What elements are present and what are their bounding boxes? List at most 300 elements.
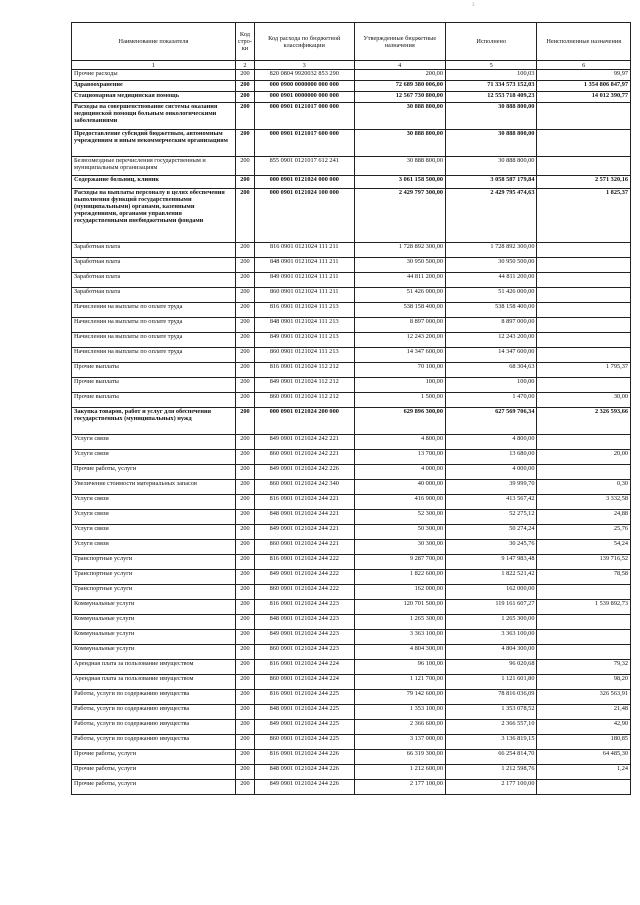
table-row — [72, 765, 631, 780]
table-row — [72, 450, 631, 465]
row-budget-code-cell: 860 0901 0121024 244 223 — [254, 645, 354, 660]
row-budget-code-cell: 849 0901 0121024 244 225 — [254, 720, 354, 735]
table-row — [72, 570, 631, 585]
row-budget-code-cell: 816 0901 0121024 112 212 — [254, 363, 354, 378]
table-row — [72, 630, 631, 645]
row-unexecuted-cell: 1,24 — [537, 765, 631, 780]
table-row — [72, 378, 631, 393]
row-budget-code-cell: 860 0901 0121024 244 225 — [254, 735, 354, 750]
row-name-cell: Работы, услуги по содержанию имущества — [72, 690, 236, 705]
row-unexecuted-cell — [537, 258, 631, 273]
row-budget-code-cell: 000 0901 0121017 000 000 — [254, 103, 354, 130]
row-name-cell: Транспортные услуги — [72, 555, 236, 570]
table-row — [72, 660, 631, 675]
row-unexecuted-cell — [537, 465, 631, 480]
row-line-code-cell: 200 — [235, 525, 254, 540]
column-number: 5 — [445, 61, 536, 70]
row-approved-cell: 30 888 800,00 — [354, 130, 445, 157]
row-line-code-cell: 200 — [235, 363, 254, 378]
row-unexecuted-cell — [537, 157, 631, 176]
row-line-code-cell: 200 — [235, 81, 254, 92]
row-unexecuted-cell — [537, 435, 631, 450]
row-unexecuted-cell: 54,24 — [537, 540, 631, 555]
table-row — [72, 363, 631, 378]
row-name-cell: Арендная плата за пользование имуществом — [72, 675, 236, 690]
row-line-code-cell: 200 — [235, 675, 254, 690]
row-executed-cell: 1 265 300,00 — [445, 615, 536, 630]
row-executed-cell: 100,03 — [445, 70, 536, 81]
row-budget-code-cell: 000 0901 0121024 000 000 — [254, 176, 354, 189]
row-unexecuted-cell: 1 795,37 — [537, 363, 631, 378]
row-line-code-cell: 200 — [235, 393, 254, 408]
row-line-code-cell: 200 — [235, 555, 254, 570]
table-row — [72, 348, 631, 363]
row-budget-code-cell: 848 0901 0121024 244 225 — [254, 705, 354, 720]
table-row — [72, 130, 631, 157]
row-executed-cell: 1 470,00 — [445, 393, 536, 408]
row-executed-cell: 413 567,42 — [445, 495, 536, 510]
row-unexecuted-cell: 180,85 — [537, 735, 631, 750]
row-approved-cell: 3 363 100,00 — [354, 630, 445, 645]
row-unexecuted-cell — [537, 303, 631, 318]
row-approved-cell: 79 142 600,00 — [354, 690, 445, 705]
table-row — [72, 103, 631, 130]
row-budget-code-cell: 816 0901 0121024 244 226 — [254, 750, 354, 765]
row-approved-cell: 4 000,00 — [354, 465, 445, 480]
row-unexecuted-cell: 20,00 — [537, 450, 631, 465]
budget-execution-table — [71, 22, 631, 795]
row-budget-code-cell: 849 0901 0121024 111 213 — [254, 333, 354, 348]
row-executed-cell: 2 366 557,10 — [445, 720, 536, 735]
row-approved-cell: 96 100,00 — [354, 660, 445, 675]
row-budget-code-cell: 820 0804 9920032 853 290 — [254, 70, 354, 81]
row-line-code-cell: 200 — [235, 480, 254, 495]
header-approved: Утвержденные бюджетные назначения — [354, 23, 445, 61]
table-row — [72, 70, 631, 81]
row-name-cell: Транспортные услуги — [72, 585, 236, 600]
table-row — [72, 780, 631, 795]
row-name-cell: Расходы на выплаты персоналу в целях обеспечения выполнения функций государственными (муниципальными) органами, казенными учреждениями, органами управления государственными внебюджетными фондами — [72, 189, 236, 243]
column-number: 3 — [254, 61, 354, 70]
row-name-cell: Транспортные услуги — [72, 570, 236, 585]
table-row — [72, 435, 631, 450]
row-budget-code-cell: 816 0901 0121024 111 213 — [254, 303, 354, 318]
table-row — [72, 615, 631, 630]
row-approved-cell: 30 888 800,00 — [354, 103, 445, 130]
table-row — [72, 555, 631, 570]
row-executed-cell: 3 058 587 179,84 — [445, 176, 536, 189]
row-unexecuted-cell: 24,88 — [537, 510, 631, 525]
row-name-cell: Прочие работы, услуги — [72, 780, 236, 795]
row-unexecuted-cell: 30,00 — [537, 393, 631, 408]
row-name-cell: Работы, услуги по содержанию имущества — [72, 735, 236, 750]
row-executed-cell: 50 274,24 — [445, 525, 536, 540]
row-executed-cell: 66 254 814,70 — [445, 750, 536, 765]
row-name-cell: Коммунальные услуги — [72, 630, 236, 645]
row-approved-cell: 416 900,00 — [354, 495, 445, 510]
table-row — [72, 258, 631, 273]
row-approved-cell: 14 347 600,00 — [354, 348, 445, 363]
row-approved-cell: 1 121 700,00 — [354, 675, 445, 690]
row-line-code-cell: 200 — [235, 408, 254, 435]
row-executed-cell: 68 304,63 — [445, 363, 536, 378]
row-unexecuted-cell: 25,76 — [537, 525, 631, 540]
row-line-code-cell: 200 — [235, 288, 254, 303]
row-unexecuted-cell — [537, 348, 631, 363]
table-body — [72, 70, 631, 795]
table-row — [72, 243, 631, 258]
row-executed-cell: 14 347 600,00 — [445, 348, 536, 363]
row-executed-cell: 78 816 036,09 — [445, 690, 536, 705]
row-line-code-cell: 200 — [235, 780, 254, 795]
row-line-code-cell: 200 — [235, 540, 254, 555]
table-row — [72, 480, 631, 495]
row-unexecuted-cell — [537, 288, 631, 303]
row-executed-cell: 52 275,12 — [445, 510, 536, 525]
row-budget-code-cell: 848 0901 0121024 111 213 — [254, 318, 354, 333]
row-line-code-cell: 200 — [235, 318, 254, 333]
table-row — [72, 189, 631, 243]
table-row — [72, 408, 631, 435]
row-budget-code-cell: 855 0901 0121017 612 241 — [254, 157, 354, 176]
row-line-code-cell: 200 — [235, 273, 254, 288]
row-executed-cell: 4 000,00 — [445, 465, 536, 480]
header-unexecuted: Неисполненные назначения — [537, 23, 631, 61]
table-row — [72, 675, 631, 690]
row-executed-cell: 30 888 800,00 — [445, 130, 536, 157]
row-executed-cell: 30 950 500,00 — [445, 258, 536, 273]
row-line-code-cell: 200 — [235, 348, 254, 363]
row-approved-cell: 538 158 400,00 — [354, 303, 445, 318]
row-approved-cell: 1 500,00 — [354, 393, 445, 408]
row-line-code-cell: 200 — [235, 765, 254, 780]
row-budget-code-cell: 860 0901 0121024 242 340 — [254, 480, 354, 495]
row-name-cell: Услуги связи — [72, 435, 236, 450]
row-unexecuted-cell: 99,97 — [537, 70, 631, 81]
row-approved-cell: 70 100,00 — [354, 363, 445, 378]
row-approved-cell: 30 950 500,00 — [354, 258, 445, 273]
header-executed: Исполнено — [445, 23, 536, 61]
row-name-cell: Заработная плата — [72, 258, 236, 273]
table-row — [72, 690, 631, 705]
row-executed-cell: 100,00 — [445, 378, 536, 393]
table-row — [72, 81, 631, 92]
row-line-code-cell: 200 — [235, 630, 254, 645]
column-number: 6 — [537, 61, 631, 70]
row-approved-cell: 100,00 — [354, 378, 445, 393]
table-row — [72, 303, 631, 318]
row-unexecuted-cell: 326 563,91 — [537, 690, 631, 705]
row-budget-code-cell: 848 0901 0121024 244 223 — [254, 615, 354, 630]
row-executed-cell: 71 334 573 152,03 — [445, 81, 536, 92]
row-approved-cell: 2 429 797 300,00 — [354, 189, 445, 243]
row-executed-cell: 4 800,00 — [445, 435, 536, 450]
row-approved-cell: 1 265 300,00 — [354, 615, 445, 630]
row-unexecuted-cell: 139 716,52 — [537, 555, 631, 570]
row-approved-cell: 3 061 158 500,00 — [354, 176, 445, 189]
row-executed-cell: 2 429 795 474,63 — [445, 189, 536, 243]
row-executed-cell: 30 888 800,00 — [445, 103, 536, 130]
row-budget-code-cell: 860 0901 0121024 242 221 — [254, 450, 354, 465]
row-line-code-cell: 200 — [235, 378, 254, 393]
row-unexecuted-cell: 98,20 — [537, 675, 631, 690]
row-unexecuted-cell: 21,48 — [537, 705, 631, 720]
row-budget-code-cell: 816 0901 0121024 244 223 — [254, 600, 354, 615]
table-row — [72, 735, 631, 750]
row-executed-cell: 3 363 100,00 — [445, 630, 536, 645]
table-row — [72, 333, 631, 348]
row-line-code-cell: 200 — [235, 615, 254, 630]
row-line-code-cell: 200 — [235, 92, 254, 103]
row-unexecuted-cell — [537, 615, 631, 630]
row-approved-cell: 13 700,00 — [354, 450, 445, 465]
row-approved-cell: 44 811 200,00 — [354, 273, 445, 288]
row-line-code-cell: 200 — [235, 570, 254, 585]
row-approved-cell: 629 896 300,00 — [354, 408, 445, 435]
row-line-code-cell: 200 — [235, 333, 254, 348]
row-executed-cell: 9 147 983,48 — [445, 555, 536, 570]
row-name-cell: Коммунальные услуги — [72, 600, 236, 615]
table-row — [72, 157, 631, 176]
row-budget-code-cell: 848 0901 0121024 111 211 — [254, 258, 354, 273]
row-budget-code-cell: 816 0901 0121024 244 225 — [254, 690, 354, 705]
row-line-code-cell: 200 — [235, 735, 254, 750]
row-budget-code-cell: 848 0901 0121024 244 226 — [254, 765, 354, 780]
row-approved-cell: 200,00 — [354, 70, 445, 81]
row-budget-code-cell: 000 0900 0000000 000 000 — [254, 81, 354, 92]
row-name-cell: Заработная плата — [72, 273, 236, 288]
row-approved-cell: 4 804 300,00 — [354, 645, 445, 660]
row-name-cell: Услуги связи — [72, 525, 236, 540]
row-approved-cell: 2 366 600,00 — [354, 720, 445, 735]
row-approved-cell: 9 287 700,00 — [354, 555, 445, 570]
row-name-cell: Начисления на выплаты по оплате труда — [72, 303, 236, 318]
row-budget-code-cell: 849 0901 0121024 242 226 — [254, 465, 354, 480]
table-row — [72, 750, 631, 765]
table-row — [72, 720, 631, 735]
row-unexecuted-cell — [537, 130, 631, 157]
row-executed-cell: 96 020,68 — [445, 660, 536, 675]
column-number: 4 — [354, 61, 445, 70]
row-line-code-cell: 200 — [235, 130, 254, 157]
row-name-cell: Коммунальные услуги — [72, 615, 236, 630]
row-name-cell: Начисления на выплаты по оплате труда — [72, 333, 236, 348]
header-line-code: Код стро-ки — [235, 23, 254, 61]
row-name-cell: Прочие работы, услуги — [72, 465, 236, 480]
row-unexecuted-cell: 0,30 — [537, 480, 631, 495]
table-row — [72, 465, 631, 480]
table-row — [72, 92, 631, 103]
row-executed-cell: 162 000,00 — [445, 585, 536, 600]
row-executed-cell: 44 811 200,00 — [445, 273, 536, 288]
row-line-code-cell: 200 — [235, 176, 254, 189]
row-executed-cell: 30 888 800,00 — [445, 157, 536, 176]
row-line-code-cell: 200 — [235, 510, 254, 525]
row-line-code-cell: 200 — [235, 585, 254, 600]
row-line-code-cell: 200 — [235, 465, 254, 480]
table-row — [72, 600, 631, 615]
row-line-code-cell: 200 — [235, 705, 254, 720]
row-executed-cell: 538 158 400,00 — [445, 303, 536, 318]
row-budget-code-cell: 849 0901 0121024 244 226 — [254, 780, 354, 795]
row-line-code-cell: 200 — [235, 258, 254, 273]
table-row — [72, 273, 631, 288]
row-unexecuted-cell: 42,90 — [537, 720, 631, 735]
row-approved-cell: 12 567 730 800,00 — [354, 92, 445, 103]
row-budget-code-cell: 848 0901 0121024 244 221 — [254, 510, 354, 525]
row-name-cell: Работы, услуги по содержанию имущества — [72, 705, 236, 720]
row-name-cell: Прочие выплаты — [72, 378, 236, 393]
row-unexecuted-cell: 2 326 593,66 — [537, 408, 631, 435]
row-approved-cell: 8 897 000,00 — [354, 318, 445, 333]
row-name-cell: Безвозмездные перечисления государственным и муниципальным организациям — [72, 157, 236, 176]
row-unexecuted-cell — [537, 585, 631, 600]
row-unexecuted-cell — [537, 645, 631, 660]
row-budget-code-cell: 000 0901 0121024 200 000 — [254, 408, 354, 435]
row-approved-cell: 30 888 800,00 — [354, 157, 445, 176]
row-executed-cell: 39 999,70 — [445, 480, 536, 495]
column-number: 1 — [72, 61, 236, 70]
row-approved-cell: 2 177 100,00 — [354, 780, 445, 795]
row-name-cell: Услуги связи — [72, 540, 236, 555]
row-executed-cell: 4 804 300,00 — [445, 645, 536, 660]
row-name-cell: Заработная плата — [72, 243, 236, 258]
row-approved-cell: 50 300,00 — [354, 525, 445, 540]
row-budget-code-cell: 816 0901 0121024 244 221 — [254, 495, 354, 510]
row-name-cell: Услуги связи — [72, 495, 236, 510]
row-budget-code-cell: 860 0901 0121024 112 212 — [254, 393, 354, 408]
row-executed-cell: 8 897 000,00 — [445, 318, 536, 333]
row-unexecuted-cell — [537, 243, 631, 258]
row-budget-code-cell: 860 0901 0121024 244 221 — [254, 540, 354, 555]
row-budget-code-cell: 849 0901 0121024 242 221 — [254, 435, 354, 450]
row-line-code-cell: 200 — [235, 103, 254, 130]
row-approved-cell: 12 243 200,00 — [354, 333, 445, 348]
row-executed-cell: 627 569 706,34 — [445, 408, 536, 435]
table-row — [72, 393, 631, 408]
row-approved-cell: 52 300,00 — [354, 510, 445, 525]
row-unexecuted-cell — [537, 273, 631, 288]
row-approved-cell: 162 000,00 — [354, 585, 445, 600]
row-name-cell: Здравоохранение — [72, 81, 236, 92]
row-budget-code-cell: 860 0901 0121024 244 222 — [254, 585, 354, 600]
row-executed-cell: 1 212 598,76 — [445, 765, 536, 780]
table-row — [72, 705, 631, 720]
row-budget-code-cell: 860 0901 0121024 244 224 — [254, 675, 354, 690]
row-name-cell: Работы, услуги по содержанию имущества — [72, 720, 236, 735]
row-name-cell: Услуги связи — [72, 450, 236, 465]
row-name-cell: Прочие расходы — [72, 70, 236, 81]
row-name-cell: Коммунальные услуги — [72, 645, 236, 660]
row-line-code-cell: 200 — [235, 243, 254, 258]
row-budget-code-cell: 860 0901 0121024 111 211 — [254, 288, 354, 303]
column-number: 2 — [235, 61, 254, 70]
row-approved-cell: 30 300,00 — [354, 540, 445, 555]
row-unexecuted-cell: 1 825,37 — [537, 189, 631, 243]
row-budget-code-cell: 000 0901 0121017 600 000 — [254, 130, 354, 157]
row-unexecuted-cell — [537, 378, 631, 393]
row-executed-cell: 1 353 078,52 — [445, 705, 536, 720]
table-row — [72, 510, 631, 525]
row-approved-cell: 1 822 600,00 — [354, 570, 445, 585]
row-approved-cell: 120 701 500,00 — [354, 600, 445, 615]
row-unexecuted-cell: 3 332,58 — [537, 495, 631, 510]
row-approved-cell: 40 000,00 — [354, 480, 445, 495]
row-line-code-cell: 200 — [235, 660, 254, 675]
row-executed-cell: 1 822 521,42 — [445, 570, 536, 585]
row-executed-cell: 51 426 000,00 — [445, 288, 536, 303]
row-line-code-cell: 200 — [235, 720, 254, 735]
row-executed-cell: 12 243 200,00 — [445, 333, 536, 348]
row-line-code-cell: 200 — [235, 435, 254, 450]
row-budget-code-cell: 849 0901 0121024 244 223 — [254, 630, 354, 645]
row-budget-code-cell: 000 0901 0121024 100 000 — [254, 189, 354, 243]
row-name-cell: Арендная плата за пользование имуществом — [72, 660, 236, 675]
row-executed-cell: 2 177 100,00 — [445, 780, 536, 795]
table-row — [72, 176, 631, 189]
row-name-cell: Увеличение стоимости материальных запасов — [72, 480, 236, 495]
row-name-cell: Расходы на совершенствование системы оказания медицинской помощи больным онкологическими заболеваниями — [72, 103, 236, 130]
row-name-cell: Прочие выплаты — [72, 393, 236, 408]
row-budget-code-cell: 000 0901 0000000 000 000 — [254, 92, 354, 103]
row-line-code-cell: 200 — [235, 750, 254, 765]
row-unexecuted-cell: 14 012 390,77 — [537, 92, 631, 103]
row-approved-cell: 66 319 300,00 — [354, 750, 445, 765]
row-name-cell: Начисления на выплаты по оплате труда — [72, 348, 236, 363]
row-budget-code-cell: 849 0901 0121024 111 211 — [254, 273, 354, 288]
row-approved-cell: 1 212 600,00 — [354, 765, 445, 780]
row-unexecuted-cell: 1 354 806 847,97 — [537, 81, 631, 92]
table-row — [72, 585, 631, 600]
table-header — [72, 23, 631, 70]
row-unexecuted-cell: 64 485,30 — [537, 750, 631, 765]
row-budget-code-cell: 816 0901 0121024 244 222 — [254, 555, 354, 570]
row-name-cell: Заработная плата — [72, 288, 236, 303]
row-line-code-cell: 200 — [235, 157, 254, 176]
row-executed-cell: 119 161 607,27 — [445, 600, 536, 615]
row-budget-code-cell: 849 0901 0121024 112 212 — [254, 378, 354, 393]
table-row — [72, 525, 631, 540]
row-name-cell: Содержание больниц, клиник — [72, 176, 236, 189]
row-unexecuted-cell: 78,58 — [537, 570, 631, 585]
header-name: Наименование показателя — [72, 23, 236, 61]
row-executed-cell: 13 680,00 — [445, 450, 536, 465]
row-name-cell: Прочие работы, услуги — [72, 765, 236, 780]
row-name-cell: Стационарная медицинская помощь — [72, 92, 236, 103]
row-approved-cell: 72 689 380 006,00 — [354, 81, 445, 92]
table-row — [72, 540, 631, 555]
row-executed-cell: 30 245,76 — [445, 540, 536, 555]
row-budget-code-cell: 816 0901 0121024 244 224 — [254, 660, 354, 675]
row-line-code-cell: 200 — [235, 495, 254, 510]
row-line-code-cell: 200 — [235, 600, 254, 615]
row-line-code-cell: 200 — [235, 450, 254, 465]
row-unexecuted-cell — [537, 630, 631, 645]
row-unexecuted-cell: 1 539 892,73 — [537, 600, 631, 615]
row-unexecuted-cell — [537, 103, 631, 130]
row-executed-cell: 12 553 718 409,23 — [445, 92, 536, 103]
table-row — [72, 288, 631, 303]
row-budget-code-cell: 849 0901 0121024 244 221 — [254, 525, 354, 540]
row-budget-code-cell: 816 0901 0121024 111 211 — [254, 243, 354, 258]
row-executed-cell: 3 136 819,15 — [445, 735, 536, 750]
page-mark: 3 — [472, 3, 475, 8]
row-line-code-cell: 200 — [235, 645, 254, 660]
row-executed-cell: 1 121 601,80 — [445, 675, 536, 690]
row-budget-code-cell: 849 0901 0121024 244 222 — [254, 570, 354, 585]
row-line-code-cell: 200 — [235, 690, 254, 705]
row-unexecuted-cell: 79,32 — [537, 660, 631, 675]
